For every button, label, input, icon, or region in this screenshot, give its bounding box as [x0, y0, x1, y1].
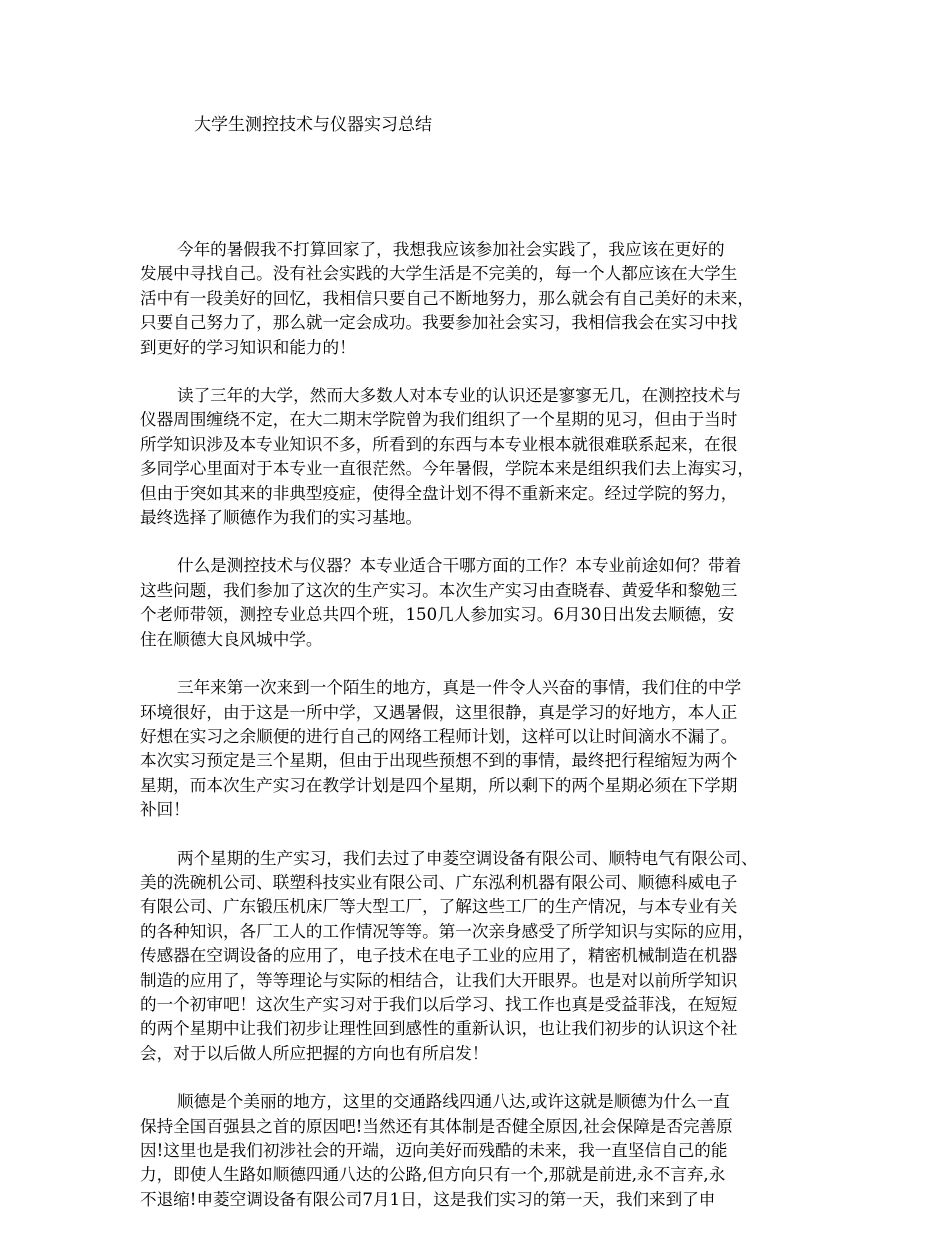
- text-line: 到更好的学习知识和能力的！: [140, 337, 356, 357]
- document-body: [140, 238, 830, 1236]
- text-line: 因!这里也是我们初涉社会的开端，迈向美好而残酷的未来，我一直坚信自己的能: [140, 1141, 728, 1160]
- text-line: 顺德是个美丽的地方，这里的交通路线四通八达,或许这就是顺德为什么一直: [177, 1092, 730, 1112]
- text-line: 个老师带领，测控专业总共四个班，150几人参加实习。6月30日出发去顺德，安: [140, 605, 735, 625]
- text-line: 保持全国百强县之首的原因吧!当然还有其体制是否健全原因,社会保障是否完善原: [140, 1116, 733, 1136]
- text-line: 仪器周围缠绕不定，在大二期末学院曾为我们组织了一个星期的见习，但由于当时: [140, 410, 738, 430]
- text-line: 制造的应用了，等等理论与实际的相结合，让我们大开眼界。也是对以前所学知识: [140, 970, 738, 990]
- paragraph-4: [140, 676, 830, 822]
- text-line: 环境很好，由于这是一所中学，又遇暑假，这里很静，真是学习的好地方，本人正: [140, 702, 738, 722]
- text-line: 发展中寻找自己。没有社会实践的大学生活是不完美的，每一个人都应该在大学生: [140, 264, 738, 284]
- text-line: 这些问题，我们参加了这次的生产实习。本次生产实习由查晓春、黄爱华和黎勉三: [140, 580, 738, 600]
- document-title: 大学生测控技术与仪器实习总结: [194, 115, 432, 135]
- text-line: 活中有一段美好的回忆，我相信只要自己不断地努力，那么就会有自己美好的未来，: [140, 288, 754, 308]
- text-line: 什么是测控技术与仪器？本专业适合干哪方面的工作？本专业前途如何？带着: [177, 556, 742, 576]
- text-line: 补回！: [140, 800, 190, 820]
- text-line: 最终选择了顺德作为我们的实习基地。: [140, 508, 423, 528]
- text-line: 只要自己努力了，那么就一定会成功。我要参加社会实习，我相信我会在实习中找: [140, 313, 738, 333]
- text-line: 传感器在空调设备的应用了，电子技术在电子工业的应用了，精密机械制造在机器: [140, 946, 738, 966]
- text-line: 住在顺德大良风城中学。: [140, 629, 323, 649]
- text-line: 美的洗碗机公司、联塑科技实业有限公司、广东泓利机器有限公司、顺德科威电子: [140, 872, 738, 892]
- text-line: 今年的暑假我不打算回家了，我想我应该参加社会实践了，我应该在更好的: [177, 240, 725, 259]
- paragraph-5: [140, 847, 830, 1067]
- text-line: 但由于突如其来的非典型疫症，使得全盘计划不得不重新来定。经过学院的努力，: [140, 483, 738, 503]
- text-line: 好想在实习之余顺便的进行自己的网络工程师计划，这样可以让时间滴水不漏了。: [140, 726, 738, 746]
- paragraph-2: [140, 384, 830, 530]
- text-line: 两个星期的生产实习，我们去过了申菱空调设备有限公司、顺特电气有限公司、: [177, 848, 758, 868]
- paragraph-1: [140, 238, 830, 360]
- paragraph-3: [140, 554, 830, 652]
- text-line: 力，即使人生路如顺德四通八达的公路,但方向只有一个,那就是前进,永不言弃,永: [140, 1165, 726, 1185]
- text-line: 会，对于以后做人所应把握的方向也有所启发！: [140, 1043, 489, 1063]
- text-line: 有限公司、广东锻压机床厂等大型工厂，了解这些工厂的生产情况，与本专业有关: [140, 897, 738, 917]
- text-line: 的各种知识，各厂工人的工作情况等等。第一次亲身感受了所学知识与实际的应用，: [140, 921, 754, 941]
- text-line: 三年来第一次来到一个陌生的地方，真是一件令人兴奋的事情，我们住的中学: [177, 678, 742, 698]
- text-line: 星期，而本次生产实习在教学计划是四个星期，所以剩下的两个星期必须在下学期: [140, 775, 738, 795]
- paragraph-6: [140, 1090, 830, 1212]
- text-line: 所学知识涉及本专业知识不多，所看到的东西与本专业根本就很难联系起来，在很: [140, 434, 738, 454]
- text-line: 不退缩!申菱空调设备有限公司7月1日，这是我们实习的第一天，我们来到了申: [140, 1189, 716, 1209]
- text-line: 读了三年的大学，然而大多数人对本专业的认识还是寥寥无几，在测控技术与: [177, 386, 742, 406]
- text-line: 的两个星期中让我们初步让理性回到感性的重新认识，也让我们初步的认识这个社: [140, 1019, 738, 1039]
- text-line: 的一个初审吧！这次生产实习对于我们以后学习、找工作也真是受益菲浅，在短短: [140, 994, 738, 1014]
- text-line: 本次实习预定是三个星期，但由于出现些预想不到的事情，最终把行程缩短为两个: [140, 751, 738, 771]
- text-line: 多同学心里面对于本专业一直很茫然。今年暑假，学院本来是组织我们去上海实习，: [140, 459, 754, 479]
